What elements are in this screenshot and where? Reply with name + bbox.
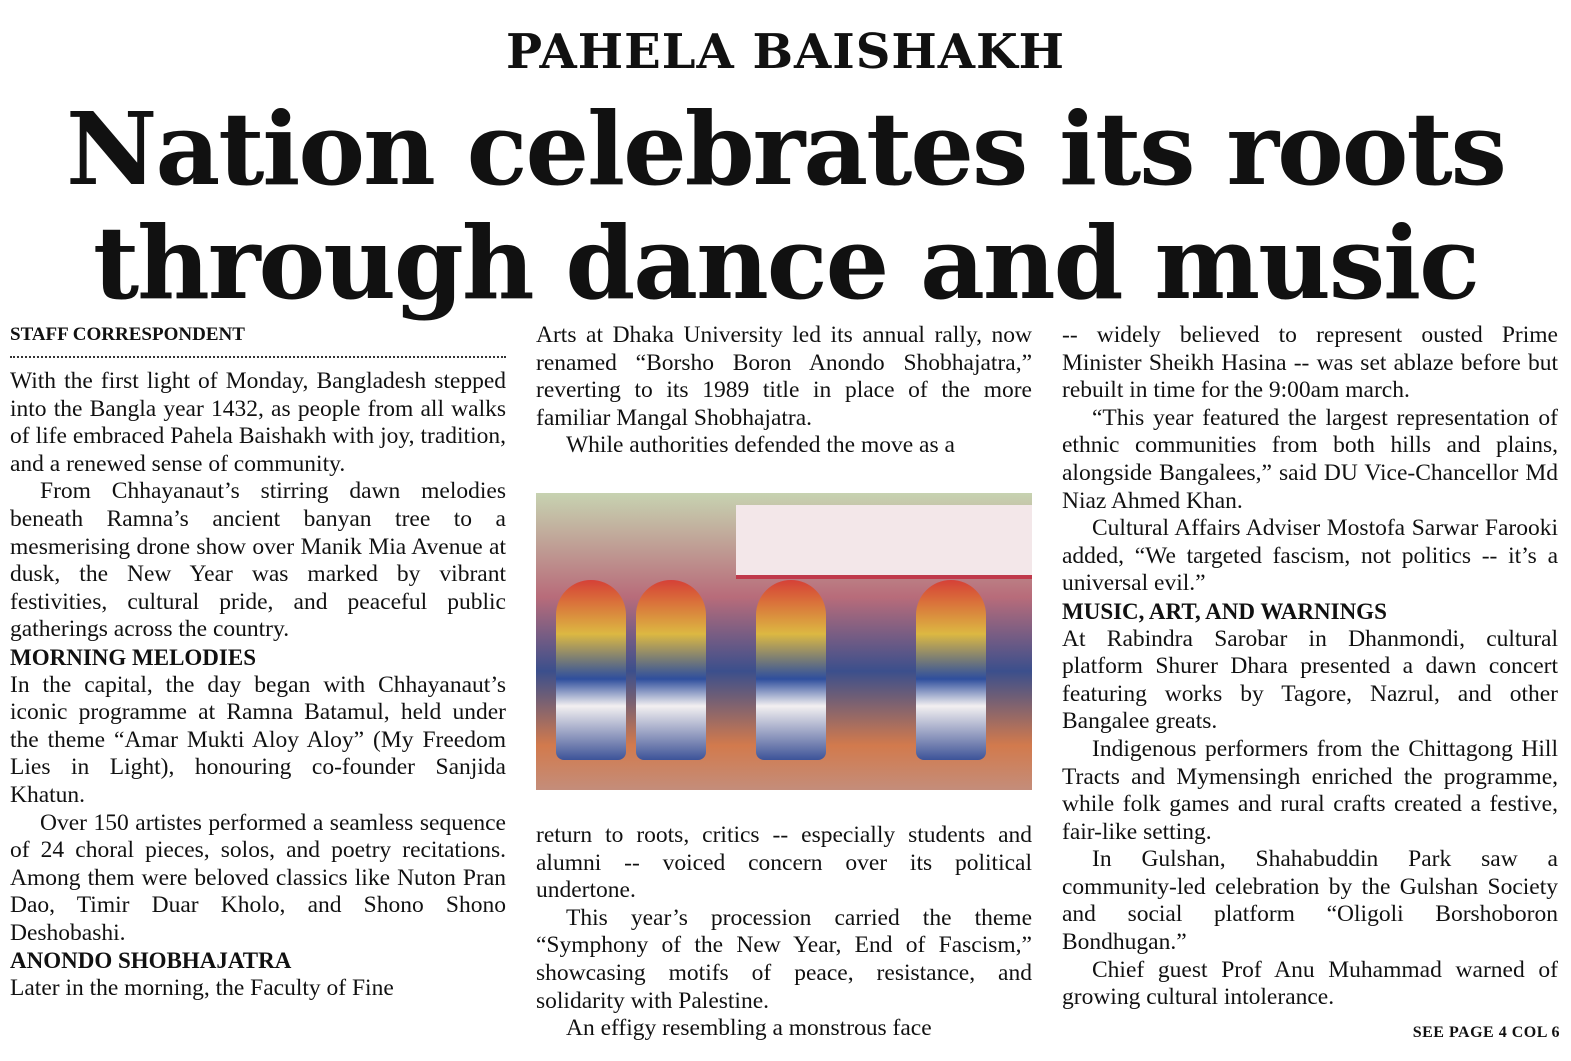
paragraph: Chief guest Prof Anu Muhammad warned of growing cultural intolerance. [1062, 956, 1558, 1011]
article-column-1 [10, 322, 506, 1003]
paragraph: Over 150 artistes performed a seamless sequence of 24 choral pieces, solos, and poetry recitations. Among them were beloved classics like Nuton Pran Dao, Timir Duar Kholo, and Shono Shono Deshobashi. [10, 809, 506, 946]
dancer-figure [756, 580, 826, 760]
jump-line: SEE PAGE 4 COL 6 [1412, 1024, 1560, 1041]
byline-divider [10, 356, 506, 358]
paragraph: Indigenous performers from the Chittagong Hill Tracts and Mymensingh enriched the programme, while folk games and rural crafts created a festive, fair-like setting. [1062, 735, 1558, 845]
article-photo [536, 493, 1032, 790]
article-column-2-bottom [536, 822, 1032, 1043]
paragraph: Cultural Affairs Adviser Mostofa Sarwar Farooki added, “We targeted fascism, not politics -- it’s a universal evil.” [1062, 515, 1558, 597]
headline-line-1: Nation celebrates its roots [66, 90, 1505, 208]
paragraph: An effigy resembling a monstrous face [566, 1015, 932, 1042]
subheading-morning-melodies: MORNING MELODIES [10, 644, 256, 670]
paragraph: -- widely believed to represent ousted Prime Minister Sheikh Hasina -- was set ablaze before but rebuilt in time for the 9:00am march. [1062, 322, 1558, 404]
section-kicker: PAHELA BAISHAKH [505, 24, 1066, 80]
dancer-figure [916, 580, 986, 760]
paragraph: Arts at Dhaka University led its annual rally, now renamed “Borsho Boron Anondo Shobhajatra,” reverting to its 1989 title in place of the more familiar Mangal Shobhajatra. [536, 322, 1032, 431]
subheading-music-art-warnings: MUSIC, ART, AND WARNINGS [1062, 598, 1387, 624]
paragraph: return to roots, critics -- especially students and alumni -- voiced concern over its political undertone. [536, 822, 1032, 904]
paragraph: From Chhayanaut’s stirring dawn melodies beneath Ramna’s ancient banyan tree to a mesmerising drone show over Manik Mia Avenue at dusk, the New Year was marked by vibrant festivities, cultural pride, and peaceful public gatherings across the country. [10, 478, 506, 643]
dancer-figure [556, 580, 626, 760]
paragraph: In the capital, the day began with Chhayanaut’s iconic programme at Ramna Batamul, held under the theme “Amar Mukti Aloy Aloy” (My Freedom Lies in Light), honouring co-founder Sanjida Khatun. [10, 671, 506, 808]
article-column-3 [1062, 322, 1558, 1012]
subheading-anondo-shobhajatra: ANONDO SHOBHAJATRA [10, 948, 292, 974]
byline: STAFF CORRESPONDENT [10, 324, 245, 345]
stage-banner [736, 505, 1032, 579]
paragraph: In Gulshan, Shahabuddin Park saw a community-led celebration by the Gulshan Society and social platform “Oligoli Borshoboron Bondhugan.” [1062, 846, 1558, 956]
paragraph: This year’s procession carried the theme “Symphony of the New Year, End of Fascism,” showcasing motifs of peace, resistance, and solidarity with Palestine. [536, 904, 1032, 1014]
headline [0, 92, 1571, 320]
article-column-2-top [536, 322, 1032, 460]
dancer-figure [636, 580, 706, 760]
paragraph: Later in the morning, the Faculty of Fine [10, 975, 394, 1002]
paragraph: With the first light of Monday, Bangladesh stepped into the Bangla year 1432, as people from all walks of life embraced Pahela Baishakh with joy, tradition, and a renewed sense of community. [10, 368, 506, 477]
paragraph: At Rabindra Sarobar in Dhanmondi, cultural platform Shurer Dhara presented a dawn concert featuring works by Tagore, Nazrul, and other Bangalee greats. [1062, 625, 1558, 735]
headline-line-2: through dance and music [92, 204, 1479, 322]
paragraph: “This year featured the largest representation of ethnic communities from both hills and plains, alongside Bangalees,” said DU Vice-Chancellor Md Niaz Ahmed Khan. [1062, 404, 1558, 514]
paragraph: While authorities defended the move as a [566, 432, 955, 459]
